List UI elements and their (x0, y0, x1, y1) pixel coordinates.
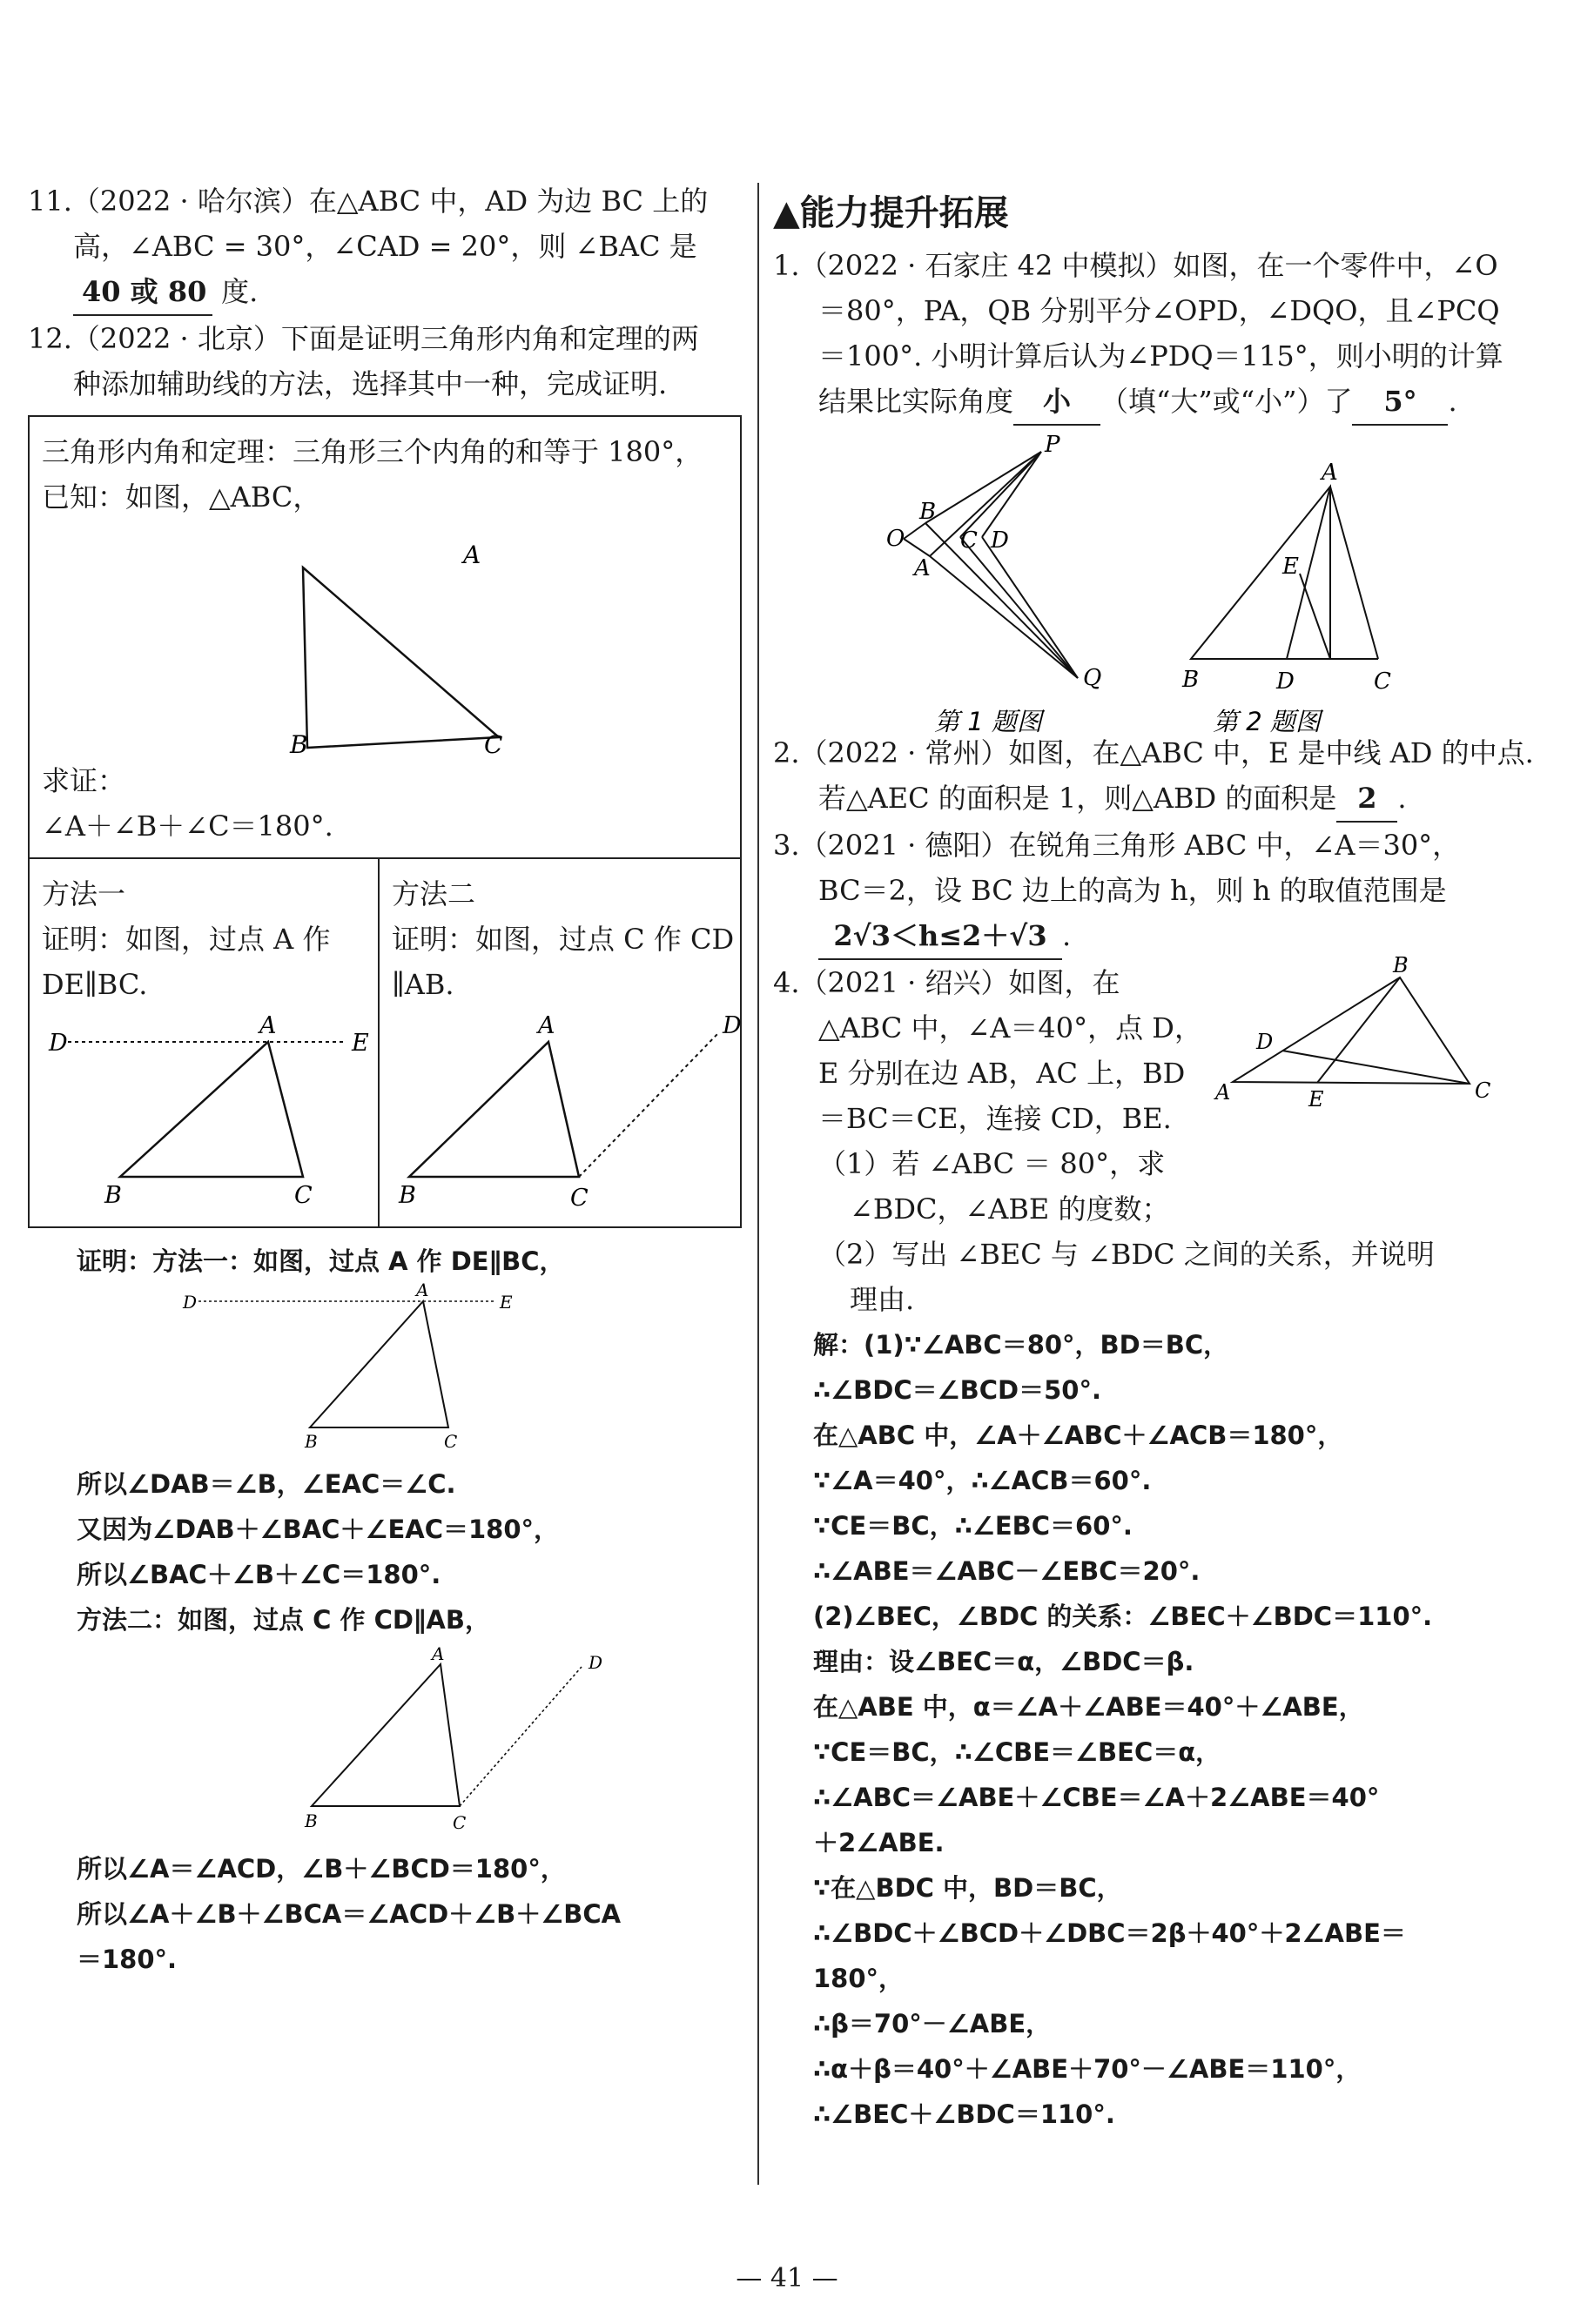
q12-solution (28, 1239, 742, 1982)
svg-text:E: E (500, 1292, 513, 1313)
figure-method2 (392, 1007, 742, 1212)
section-title: ▲能力提升拓展 (773, 193, 1009, 233)
sol-line: 解：(1)∵∠ABC＝80°，BD＝BC， (813, 1330, 1229, 1360)
solution-figure-method1 (77, 1280, 703, 1458)
q12-line2: 种添加辅助线的方法，选择其中一种，完成证明. (73, 367, 668, 400)
svg-text:E: E (1282, 554, 1299, 580)
svg-text:O: O (886, 526, 905, 552)
sol-line: ∴α＋β＝40°＋∠ABE＋70°－∠ABE＝110°， (813, 2054, 1362, 2084)
svg-text:C: C (1475, 1078, 1491, 1103)
sol-line: (2)∠BEC，∠BDC 的关系：∠BEC＋∠BDC＝110°. (813, 1602, 1433, 1631)
method1-line1: 证明：如图，过点 A 作 (42, 923, 331, 956)
svg-text:B: B (305, 1810, 318, 1831)
fig1-caption: 第 1 题图 (934, 707, 1042, 736)
method1-line2: DE∥BC. (42, 968, 148, 1001)
svg-text:C: C (294, 1182, 313, 1209)
svg-text:D: D (183, 1292, 198, 1313)
sol-line: ∴β＝70°－∠ABE， (813, 2009, 1052, 2039)
label-B: B (290, 730, 308, 759)
sol-line: ∵∠A＝40°，∴∠ACB＝60°. (813, 1466, 1152, 1495)
q11-line1: 11.（2022 · 哈尔滨）在△ABC 中，AD 为边 BC 上的 (28, 185, 709, 218)
label-A: A (463, 541, 481, 569)
svg-text:A: A (1322, 460, 1338, 486)
svg-text:A: A (914, 555, 931, 581)
label-C: C (484, 730, 503, 759)
r4-line8: 理由. (850, 1283, 915, 1316)
svg-text:B: B (1182, 667, 1200, 693)
r4-line4: ＝BC＝CE，连接 CD，BE. (818, 1102, 1172, 1135)
box-prove: ∠A＋∠B＋∠C＝180°. (42, 809, 333, 843)
sol12-s3: 又因为∠DAB＋∠BAC＋∠EAC＝180°， (77, 1515, 560, 1544)
svg-text:A: A (416, 1280, 429, 1300)
sol-line: ∴∠BDC＋∠BCD＋∠DBC＝2β＋40°＋2∠ABE＝ (813, 1918, 1406, 1948)
svg-text:B: B (919, 499, 937, 525)
fig2-caption: 第 2 题图 (1213, 707, 1321, 736)
q4-solution (773, 1322, 1503, 2137)
svg-text:A: A (538, 1012, 555, 1039)
method1-title: 方法一 (42, 877, 126, 910)
sol12-s1: 证明：方法一：如图，过点 A 作 DE∥BC， (77, 1246, 565, 1276)
sol12-s6: 所以∠A＝∠ACD，∠B＋∠BCD＝180°， (77, 1854, 566, 1884)
svg-text:D: D (1256, 1030, 1274, 1054)
sol-line: ∴∠BDC＝∠BCD＝50°. (813, 1375, 1101, 1405)
r1-answer2: 5° (1352, 379, 1448, 426)
solution-figure-method2 (77, 1642, 703, 1843)
r1-line3: ＝100°. 小明计算后认为∠PDQ＝115°，则小明的计算 (818, 339, 1503, 373)
triangle-icon: ▲ (773, 193, 800, 233)
sol-line: ∴∠ABC＝∠ABE＋∠CBE＝∠A＋2∠ABE＝40° (813, 1783, 1380, 1812)
r4-line6: ∠BDC，∠ABE 的度数； (850, 1192, 1170, 1226)
r3-line2: BC＝2，设 BC 边上的高为 h，则 h 的取值范围是 (818, 874, 1447, 907)
svg-text:C: C (570, 1185, 589, 1212)
r4-line2: △ABC 中，∠A＝40°，点 D， (818, 1011, 1202, 1044)
r4-line1: 4.（2021 · 绍兴）如图，在 (773, 966, 1120, 999)
svg-text:C: C (444, 1431, 458, 1452)
r4-line5: （1）若 ∠ABC ＝ 80°，求 (818, 1147, 1166, 1180)
svg-text:B: B (305, 1431, 318, 1452)
r3-answer: 2√3＜h≤2＋√3 (818, 913, 1062, 960)
question-12 (28, 316, 742, 1982)
svg-text:C: C (960, 527, 978, 554)
sol12-s5: 方法二：如图，过点 C 作 CD∥AB， (77, 1605, 490, 1635)
r2-line2: 若△AEC 的面积是 1，则△ABD 的面积是 2 . (773, 776, 1503, 823)
r3-line1: 3.（2021 · 德阳）在锐角三角形 ABC 中，∠A＝30°， (773, 829, 1461, 862)
sol12-s7: 所以∠A＋∠B＋∠BCA＝∠ACD＋∠B＋∠BCA (77, 1899, 622, 1929)
question-r3 (773, 823, 1503, 960)
r2-line1: 2.（2022 · 常州）如图，在△ABC 中，E 是中线 AD 的中点. (773, 736, 1534, 769)
sol-line: 180°， (813, 1964, 905, 1993)
figure-q1 (886, 432, 1101, 691)
right-column (773, 187, 1534, 2137)
page-number: — 41 — (736, 2263, 838, 2294)
svg-text:B: B (399, 1182, 416, 1209)
svg-text:E: E (352, 1030, 369, 1057)
svg-text:P: P (1045, 432, 1060, 458)
q11-line3 (28, 269, 742, 316)
svg-text:Q: Q (1083, 665, 1102, 691)
svg-text:E: E (1308, 1087, 1324, 1112)
question-r4 (773, 953, 1503, 1322)
sol-line: 在△ABC 中，∠A＋∠ABC＋∠ACB＝180°， (813, 1421, 1343, 1450)
svg-text:D: D (589, 1652, 603, 1673)
r4-line7: （2）写出 ∠BEC 与 ∠BDC 之间的关系，并说明 (818, 1238, 1435, 1271)
sol12-s4: 所以∠BAC＋∠B＋∠C＝180°. (77, 1560, 441, 1589)
box-known: 已知：如图，△ABC， (42, 480, 321, 514)
sol-line: ∵在△BDC 中，BD＝BC， (813, 1873, 1122, 1903)
question-r1 (773, 243, 1503, 426)
r1-answer1: 小 (1013, 379, 1100, 426)
box-prove-label: 求证： (42, 764, 126, 797)
method-2 (380, 859, 740, 1226)
svg-text:B: B (1393, 953, 1409, 977)
sol-line: ∴∠ABE＝∠ABC－∠EBC＝20°. (813, 1556, 1201, 1586)
svg-text:D: D (991, 527, 1009, 554)
q12-box (28, 415, 742, 1228)
r2-answer: 2 (1336, 776, 1397, 823)
figure-q2 (1181, 460, 1391, 695)
r1-line4: 结果比实际角度 小 （填“大”或“小”）了 5° . (773, 379, 1503, 426)
svg-text:A: A (1215, 1080, 1231, 1105)
svg-text:B: B (104, 1182, 122, 1209)
figure-triangle-abc (42, 520, 721, 759)
sol-line: ∵CE＝BC，∴∠EBC＝60°. (813, 1511, 1133, 1541)
r1-line1: 1.（2022 · 石家庄 42 中模拟）如图，在一个零件中，∠O (773, 249, 1498, 282)
sol-line: ∵CE＝BC，∴∠CBE＝∠BEC＝α， (813, 1737, 1221, 1767)
svg-text:D: D (723, 1012, 742, 1039)
svg-text:A: A (432, 1643, 445, 1664)
figures-q1-q2 (773, 426, 1503, 736)
left-column (28, 178, 742, 1982)
sol12-s8: ＝180°. (77, 1945, 178, 1974)
sol-line: 理由：设∠BEC＝α，∠BDC＝β. (813, 1647, 1194, 1676)
r1-line2: ＝80°，PA，QB 分别平分∠OPD，∠DQO，且∠PCQ (818, 294, 1500, 327)
q11-unit: 度. (221, 275, 259, 308)
sol-line: ∴∠BEC＋∠BDC＝110°. (813, 2099, 1115, 2129)
svg-text:C: C (1374, 668, 1391, 695)
box-theorem: 三角形内角和定理：三角形三个内角的和等于 180°， (42, 435, 703, 468)
sol12-s2: 所以∠DAB＝∠B，∠EAC＝∠C. (77, 1469, 456, 1499)
column-divider (757, 183, 759, 2185)
svg-text:D: D (1276, 668, 1295, 695)
figure-method1 (42, 1007, 373, 1207)
method2-line2: ∥AB. (392, 968, 454, 1001)
question-r2 (773, 730, 1534, 823)
r3-line3: 2√3＜h≤2＋√3 . (773, 913, 1503, 960)
method-1 (30, 859, 380, 1226)
q11-answer: 40 或 80 (73, 269, 212, 316)
r4-line3: E 分别在边 AB，AC 上，BD (818, 1057, 1186, 1090)
svg-text:C: C (453, 1812, 467, 1833)
svg-text:A: A (259, 1012, 277, 1039)
q12-line1: 12.（2022 · 北京）下面是证明三角形内角和定理的两 (28, 322, 699, 355)
question-11 (28, 178, 742, 316)
sol-line: 在△ABE 中，α＝∠A＋∠ABE＝40°＋∠ABE， (813, 1692, 1364, 1722)
figure-q4 (1208, 953, 1504, 1160)
method2-title: 方法二 (392, 877, 476, 910)
sol-line: ＋2∠ABE. (813, 1828, 945, 1857)
q11-line2: 高，∠ABC = 30°，∠CAD = 20°，则 ∠BAC 是 (73, 230, 697, 263)
method2-line1: 证明：如图，过点 C 作 CD (392, 923, 735, 956)
svg-text:D: D (49, 1030, 68, 1057)
